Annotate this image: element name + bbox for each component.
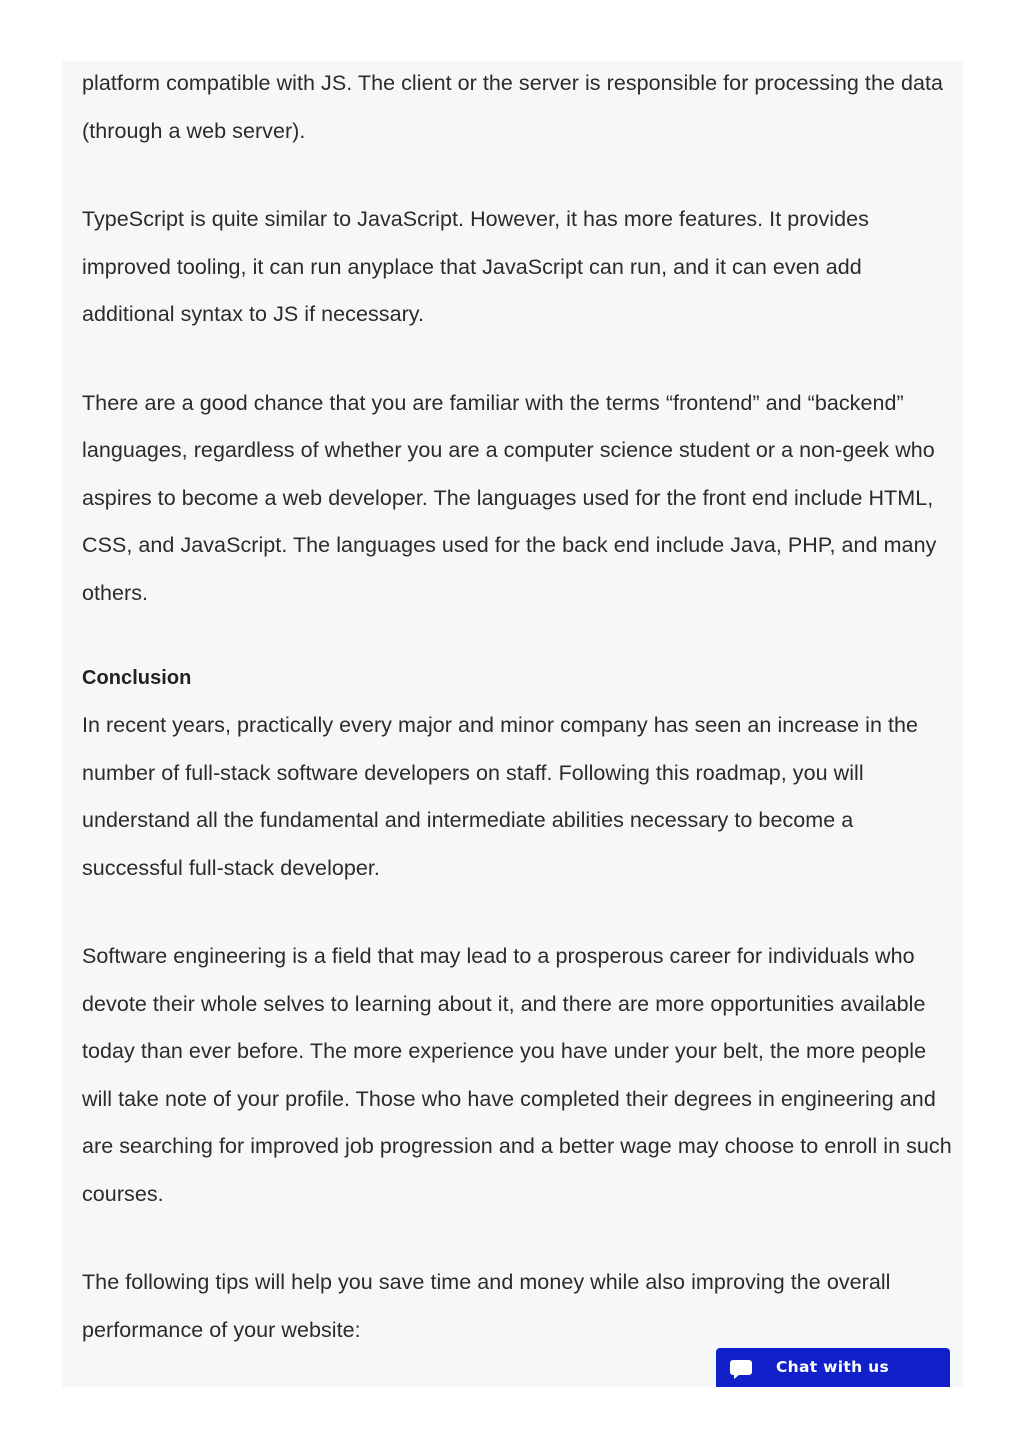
chat-with-us-button[interactable] — [716, 1348, 950, 1387]
paragraph-software-engineering: Software engineering is a field that may lead to a prosperous career for individuals who devote their whole selves to learning about it, and there are more opportunities available today than ever before. The more experience you have under your belt, the more people will take note of your profile. Those who have completed their degrees in engineering and are searching for improved job progression and a better wage may choose to enroll in such courses. — [82, 944, 952, 1206]
conclusion-heading: Conclusion — [82, 667, 192, 689]
paragraph-frontend-backend: There are a good chance that you are familiar with the terms “frontend” and “backend” languages, regardless of whether you are a computer science student or a non-geek who aspires to become a web developer. The languages used for the front end include HTML, CSS, and JavaScript. The languages used for the back end include Java, PHP, and many others. — [82, 390, 937, 605]
article-body — [82, 61, 957, 1395]
document-page — [62, 61, 963, 1387]
paragraph-js-platform: platform compatible with JS. The client or the server is responsible for processing the data (through a web server). — [82, 71, 944, 143]
paragraph-following-tips: The following tips will help you save time and money while also improving the overall performance of your website: — [82, 1270, 891, 1342]
chat-label: Chat with us — [776, 1358, 890, 1376]
paragraph-typescript: TypeScript is quite similar to JavaScript. However, it has more features. It provides improved tooling, it can run anyplace that JavaScript can run, and it can even add additional syntax to JS if necessary. — [82, 207, 869, 326]
chat-bubble-icon — [729, 1357, 753, 1381]
paragraph-recent-years: In recent years, practically every major and minor company has seen an increase in the number of full-stack software developers on staff. Following this roadmap, you will understand all the fundamental and intermediate abilities necessary to become a successful full-stack developer. — [82, 713, 919, 880]
